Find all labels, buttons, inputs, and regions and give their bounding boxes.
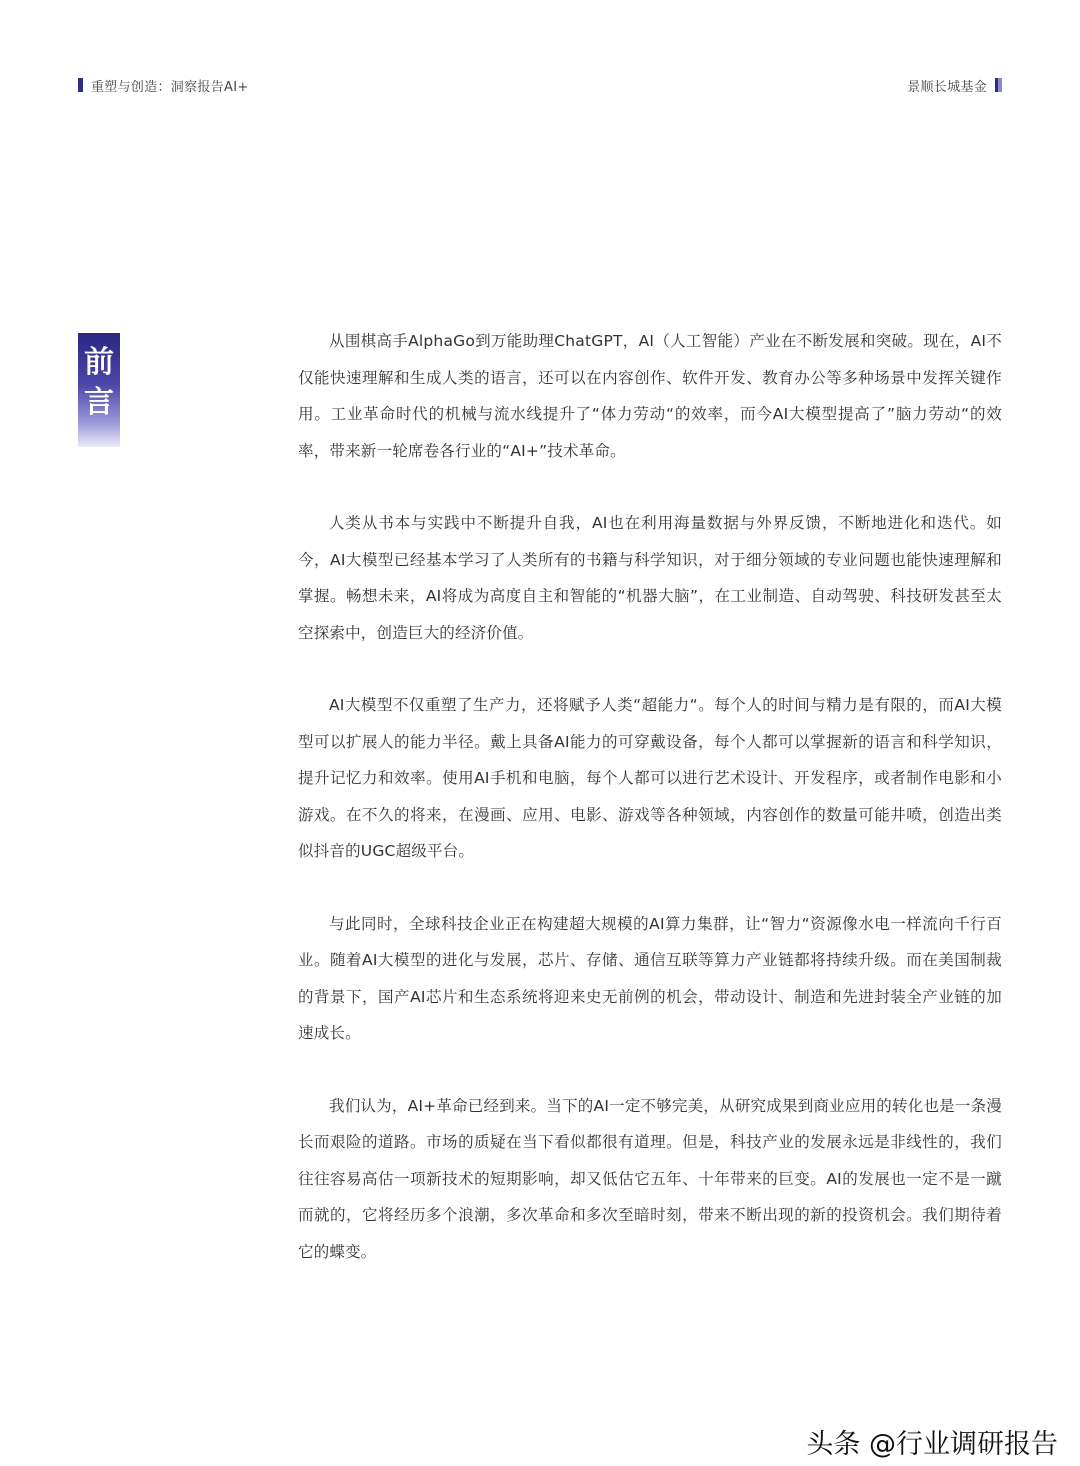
brand-name: 景顺长城基金 (907, 79, 987, 95)
paragraph-2: 人类从书本与实践中不断提升自我，AI也在利用海量数据与外界反馈，不断地进化和迭代。如今，AI大模型已经基本学习了人类所有的书籍与科学知识，对于细分领域的专业问题也能快速理解和掌握。畅想未来，AI将成为高度自主和智能的“机器大脑”，在工业制造、自动驾驶、科技研发甚至太空探索中，创造巨大的经济价值。 (298, 514, 1002, 642)
watermark: 头条 @行业调研报告 (806, 1429, 1058, 1460)
section-label-char-2: 言 (84, 385, 114, 420)
paragraph-1: 从围棋高手AlphaGo到万能助理ChatGPT，AI（人工智能）产业在不断发展和突破。现在，AI不仅能快速理解和生成人类的语言，还可以在内容创作、软件开发、教育办公等多种场景中发挥关键作用。工业革命时代的机械与流水线提升了“体力劳动“的效率，而今AI大模型提高了”脑力劳动“的效率，带来新一轮席卷各行业的“AI+”技术革命。 (298, 332, 1002, 460)
marker-bar-light (998, 78, 1002, 92)
preface-body (298, 323, 1002, 1306)
report-title: 重塑与创造：洞察报告AI+ (91, 79, 249, 95)
header-right (907, 76, 1002, 94)
paragraph-5: 我们认为，AI+革命已经到来。当下的AI一定不够完美，从研究成果到商业应用的转化也是一条漫长而艰险的道路。市场的质疑在当下看似都很有道理。但是，科技产业的发展永远是非线性的，我们往往容易高估一项新技术的短期影响，却又低估它五年、十年带来的巨变。AI的发展也一定不是一蹴而就的，它将经历多个浪潮，多次革命和多次至暗时刻，带来不断出现的新的投资机会。我们期待着它的蝶变。 (298, 1096, 1002, 1261)
section-label-char-1: 前 (84, 345, 114, 380)
paragraph-4: 与此同时，全球科技企业正在构建超大规模的AI算力集群，让“智力“资源像水电一样流向千行百业。随着AI大模型的进化与发展，芯片、存储、通信互联等算力产业链都将持续升级。而在美国制裁的背景下，国产AI芯片和生态系统将迎来史无前例的机会，带动设计、制造和先进封装全产业链的加速成长。 (298, 914, 1002, 1042)
paragraph-3: AI大模型不仅重塑了生产力，还将赋予人类“超能力“。每个人的时间与精力是有限的，而AI大模型可以扩展人的能力半径。戴上具备AI能力的可穿戴设备，每个人都可以掌握新的语言和科学知识，提升记忆力和效率。使用AI手机和电脑，每个人都可以进行艺术设计、开发程序，或者制作电影和小游戏。在不久的将来，在漫画、应用、电影、游戏等各种领域，内容创作的数量可能井喷，创造出类似抖音的UGC超级平台。 (298, 696, 1002, 860)
section-label-preface (78, 333, 120, 447)
header-right-marker (995, 78, 1002, 92)
header-left-marker (78, 78, 83, 92)
header-left (78, 76, 249, 94)
